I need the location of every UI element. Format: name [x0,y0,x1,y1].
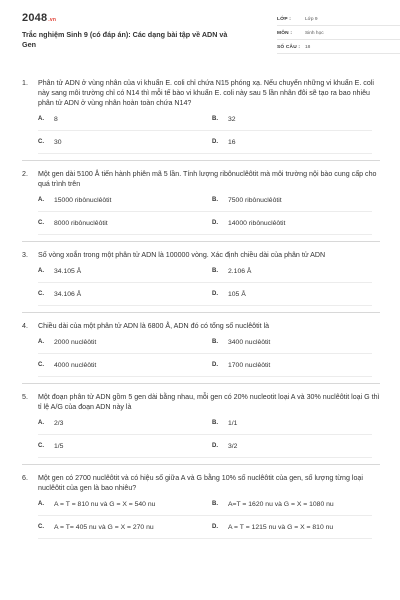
question-divider [22,241,380,242]
option-letter: A. [38,268,44,274]
option-text: 14000 ribônuclêôtit [228,219,286,227]
option-letter: D. [212,443,218,449]
option-text: 4000 nuclêôtit [54,361,97,369]
question-list [22,78,380,539]
meta-key-subject: MÔN : [277,31,293,36]
option-letter: C. [38,443,44,449]
option-letter: B. [212,268,218,274]
option-b[interactable] [212,412,372,435]
option-c[interactable] [38,354,212,377]
option-text: 2/3 [54,419,64,427]
option-a[interactable] [38,412,212,435]
question-text: Một gen có 2700 nuclêôtit và có hiệu số giữa A và G bằng 10% số nuclêôtit của gen, số lượng từng loại nuclêôtit của gen là bao nhiêu? [38,474,363,492]
quiz-meta [277,14,400,56]
option-letter: B. [212,339,218,345]
option-c[interactable] [38,516,212,539]
option-letter: B. [212,420,218,426]
question-number: 3. [22,251,28,259]
question-text: Số vòng xoắn trong một phân tử ADN là 100000 vòng. Xác định chiều dài của phân tử ADN [38,251,326,259]
option-text: 16 [228,138,236,146]
option-b[interactable] [212,189,372,212]
option-letter: B. [212,197,218,203]
option-text: 1700 nuclêôtit [228,361,271,369]
option-b[interactable] [212,108,372,131]
option-letter: B. [212,501,218,507]
option-d[interactable] [212,435,372,458]
option-letter: C. [38,524,44,530]
question-text: Một đoạn phân tử ADN gồm 5 gen dài bằng nhau, mỗi gen có 20% nucleotit loại A và 30% nuclêôtit loại G thì tỉ lệ A/G của đoạn ADN này là [38,393,380,411]
option-text: 105 Å [228,290,246,298]
option-letter: C. [38,362,44,368]
option-c[interactable] [38,435,212,458]
question-number: 5. [22,393,28,401]
meta-value-class: Lớp 9 [305,17,318,22]
option-letter: B. [212,116,218,122]
question-divider [22,464,380,465]
option-text: 34.106 Å [54,290,82,298]
option-text: A = T = 810 nu và G = X = 540 nu [54,500,156,508]
option-letter: A. [38,501,44,507]
meta-row-subject [277,28,400,40]
option-d[interactable] [212,212,372,235]
meta-key-class: LỚP : [277,17,292,22]
option-d[interactable] [212,283,372,306]
option-c[interactable] [38,283,212,306]
option-b[interactable] [212,493,372,516]
option-d[interactable] [212,131,372,154]
meta-value-count: 18 [305,45,311,50]
question-text: Phân tử ADN ở vùng nhân của vi khuẩn E. coli chỉ chứa N15 phóng xạ. Nếu chuyển những vi khuẩn E. coli này sang môi trường chỉ có N14 thì mỗi tế bào vi khuẩn E. coli này sau 5 lần nhân đôi sẽ tạo ra bao nhiêu phân tử ADN ở vùng nhân hoàn toàn chứa N14? [38,79,374,107]
option-d[interactable] [212,516,372,539]
option-letter: A. [38,116,44,122]
meta-key-count: SỐ CÂU : [277,45,301,50]
site-logo[interactable] [22,12,56,24]
option-c[interactable] [38,212,212,235]
question-number: 2. [22,170,28,178]
option-letter: C. [38,139,44,145]
question-text: Chiều dài của một phân tử ADN là 6800 Å, ADN đó có tổng số nuclêôtit là [38,322,270,330]
option-text: 15000 ribônuclêôtit [54,196,112,204]
question-1 [22,78,380,161]
option-a[interactable] [38,493,212,516]
option-text: 2.106 Å [228,267,252,275]
option-text: 8000 ribônuclêôtit [54,219,108,227]
answer-options [38,108,380,154]
option-d[interactable] [212,354,372,377]
option-letter: C. [38,291,44,297]
answer-options [38,331,380,377]
logo-main: 2048 [22,12,48,24]
option-letter: A. [38,197,44,203]
question-5 [22,392,380,465]
option-text: 7500 ribônuclêôtit [228,196,282,204]
question-text: Một gen dài 5100 Å tiến hành phiên mã 5 lần. Tính lượng ribônuclêôtit mà môi trường nội bào cung cấp cho quá trình trên [38,170,377,188]
option-text: 8 [54,115,58,123]
option-text: A = T= 405 nu và G = X = 270 nu [54,523,154,531]
question-3 [22,250,380,313]
question-4 [22,321,380,384]
meta-row-class [277,14,400,26]
option-c[interactable] [38,131,212,154]
meta-row-count [277,42,400,54]
option-text: 3400 nuclêôtit [228,338,271,346]
option-a[interactable] [38,260,212,283]
header [22,0,384,62]
option-letter: A. [38,420,44,426]
option-text: 34.105 Å [54,267,82,275]
option-text: 1/1 [228,419,238,427]
answer-options [38,189,380,235]
option-text: 32 [228,115,236,123]
option-text: A = T = 1215 nu và G = X = 810 nu [228,523,334,531]
option-letter: D. [212,220,218,226]
option-a[interactable] [38,108,212,131]
option-text: A=T = 1620 nu và G = X = 1080 nu [228,500,334,508]
question-number: 4. [22,322,28,330]
option-b[interactable] [212,260,372,283]
question-2 [22,169,380,242]
option-text: 30 [54,138,62,146]
question-divider [22,160,380,161]
option-text: 2000 nuclêôtit [54,338,97,346]
option-letter: D. [212,139,218,145]
option-letter: A. [38,339,44,345]
question-number: 1. [22,79,28,87]
answer-options [38,412,380,458]
answer-options [38,493,380,539]
option-letter: D. [212,524,218,530]
option-letter: D. [212,362,218,368]
option-text: 1/5 [54,442,64,450]
option-a[interactable] [38,331,212,354]
question-divider [22,383,380,384]
question-6 [22,473,380,539]
question-number: 6. [22,474,28,482]
option-letter: C. [38,220,44,226]
option-letter: D. [212,291,218,297]
question-divider [22,312,380,313]
option-text: 3/2 [228,442,238,450]
logo-sub: .vn [48,17,57,23]
answer-options [38,260,380,306]
option-a[interactable] [38,189,212,212]
meta-value-subject: Sinh học [305,31,324,36]
option-b[interactable] [212,331,372,354]
quiz-title: Trắc nghiệm Sinh 9 (có đáp án): Các dạng bài tập về ADN và Gen [22,30,228,49]
